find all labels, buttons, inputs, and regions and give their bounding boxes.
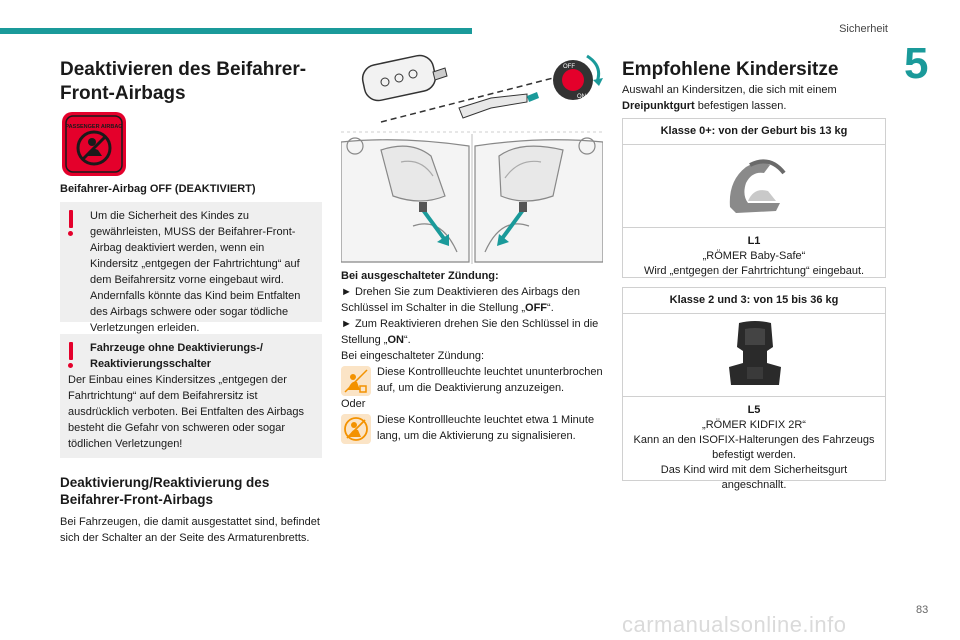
step-deactivate: ► Drehen Sie zum Deaktivieren des Airbags den Schlüssel im Schalter in die Stellung „OFF“. — [341, 286, 580, 314]
lamp-row-deactivated — [341, 364, 603, 396]
header-accent-bar — [0, 28, 472, 34]
lamp1-text: Diese Kontrollleuchte leuchtet ununterbrochen auf, um die Deaktivierung anzuzeigen. — [377, 366, 603, 394]
seat-name: „RÖMER KIDFIX 2R“ — [702, 419, 806, 431]
seat-class-heading: Klasse 2 und 3: von 15 bis 36 kg — [623, 288, 885, 314]
booster-seat-icon — [725, 319, 785, 391]
switch-off-label: OFF — [563, 64, 575, 70]
airbag-off-icon — [62, 112, 126, 176]
recommended-seats-title: Empfohlene Kindersitze — [622, 59, 839, 80]
airbag-switch-icon — [553, 60, 593, 100]
warning-title: Fahrzeuge ohne Deaktivierungs-/ Reaktivierungsschalter — [90, 342, 263, 370]
seat-image — [623, 145, 885, 228]
airbag-icon-label: PASSENGER AIRBAG — [65, 124, 123, 130]
child-seat-card-l1 — [622, 118, 886, 278]
seat-note: Wird „entgegen der Fahrtrichtung“ eingebaut. — [643, 265, 865, 277]
airbag-off-lamp-icon — [341, 366, 371, 396]
page-number: 83 — [916, 604, 929, 616]
warning-box — [60, 202, 322, 334]
key-icon — [360, 53, 447, 103]
airbag-caption: Beifahrer-Airbag OFF (DEAKTIVIERT) — [60, 183, 256, 195]
recommended-seats-intro: Auswahl an Kindersitzen, die sich mit einem Dreipunktgurt befestigen lassen. — [622, 84, 837, 112]
seat-note-2: Das Kind wird mit dem Sicherheitsgurt angeschnallt. — [660, 464, 848, 491]
instructions — [341, 268, 603, 444]
lamp-row-activated — [341, 412, 603, 444]
seat-code: L5 — [747, 404, 761, 416]
airbag-on-lamp-icon — [341, 414, 371, 444]
warning-text: Um die Sicherheit des Kindes zu gewährleisten, MUSS der Beifahrer-Front-Airbag deaktiviert werden, wenn ein Kindersitz „entgegen der Fahrtrichtung“ auf dem Beifahrersitz vorne eingebaut wird. Andernfalls könnte das Kind beim Entfalten des Airbags schwere oder sogar tödliche Verletzungen erleiden. — [90, 210, 301, 334]
child-seat-card-l5 — [622, 287, 886, 491]
step-reactivate: ► Zum Reaktivieren drehen Sie den Schlüssel in die Stellung „ON“. — [341, 318, 599, 346]
ignition-on-heading: Bei eingeschalteter Zündung: — [341, 350, 485, 362]
section-label: Sicherheit — [839, 23, 888, 35]
seat-note: Kann an den ISOFIX-Halterungen des Fahrzeugs befestigt werden. — [633, 434, 875, 461]
chapter-number: 5 — [904, 39, 929, 88]
dashboard-right-drawing — [475, 138, 603, 262]
section-subtitle: Deaktivierung/Reaktivierung des Beifahrer-Front-Airbags — [60, 475, 270, 507]
seat-code: L1 — [747, 235, 761, 247]
airbag-switch-illustration — [341, 46, 603, 264]
ignition-off-heading: Bei ausgeschalteter Zündung: — [341, 270, 499, 282]
page-title: Deaktivieren des Beifahrer-Front-Airbags — [60, 59, 307, 104]
switch-on-label: ON — [577, 94, 586, 100]
or-label: Oder — [341, 398, 366, 410]
warning-box-2 — [60, 334, 322, 458]
warning-icon — [68, 210, 74, 236]
baby-seat-icon — [720, 151, 790, 221]
seat-class-heading: Klasse 0+: von der Geburt bis 13 kg — [623, 119, 885, 145]
dashboard-left-drawing — [341, 138, 469, 262]
body-paragraph: Bei Fahrzeugen, die damit ausgestattet sind, befindet sich der Schalter an der Seite des Armaturenbretts. — [60, 516, 320, 544]
watermark: carmanualsonline.info — [622, 612, 847, 637]
warning-text: Der Einbau eines Kindersitzes „entgegen der Fahrtrichtung“ auf dem Beifahrersitz ist ausdrücklich verboten. Bei Entfalten des Airbags besteht die Gefahr von schweren oder sogar tödlichen Verletzungen! — [68, 374, 305, 450]
seat-name: „RÖMER Baby-Safe“ — [702, 250, 806, 262]
lamp2-text: Diese Kontrollleuchte leuchtet etwa 1 Minute lang, um die Aktivierung zu signalisieren. — [377, 414, 595, 442]
seat-image — [623, 314, 885, 397]
warning-icon — [68, 342, 74, 368]
